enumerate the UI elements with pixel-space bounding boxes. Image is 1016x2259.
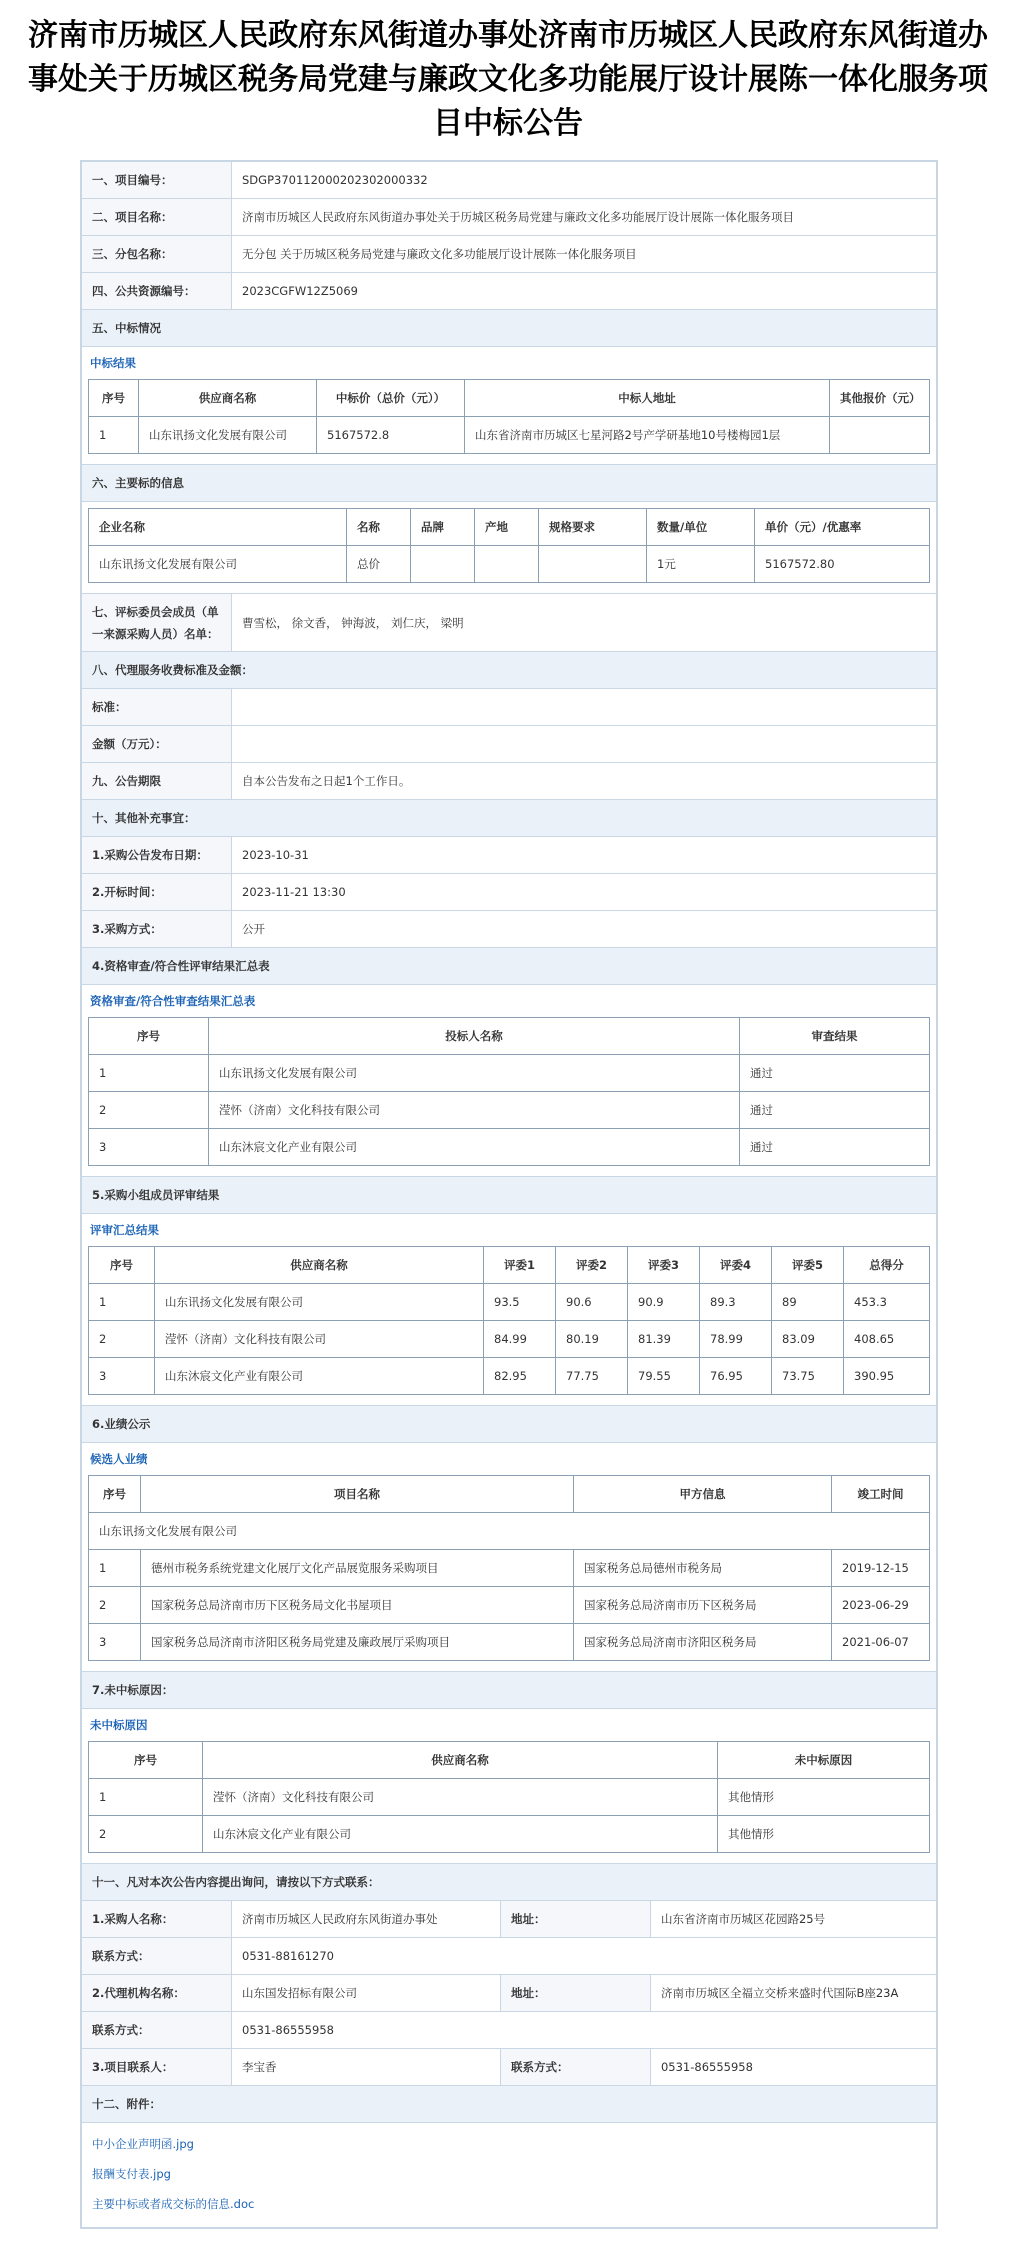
row-person <box>82 2049 937 2086</box>
row-items-table <box>82 502 937 594</box>
cell: 1 <box>89 417 139 454</box>
header-cell: 数量/单位 <box>647 509 755 546</box>
header-cell: 单价（元）/优惠率 <box>755 509 930 546</box>
table-header <box>89 1742 930 1779</box>
cell: 83.09 <box>772 1321 844 1358</box>
cell: 84.99 <box>484 1321 556 1358</box>
cell: 3 <box>89 1358 155 1395</box>
table-row <box>89 1550 930 1587</box>
header-cell: 评委2 <box>556 1247 628 1284</box>
contact-section-label: 十一、凡对本次公告内容提出询问，请按以下方式联系： <box>82 1864 937 1901</box>
project-name-value: 济南市历城区人民政府东风街道办事处关于历城区税务局党建与廉政文化多功能展厅设计展陈一体化服务项目 <box>232 199 937 236</box>
header-cell: 项目名称 <box>141 1476 574 1513</box>
cell: 国家税务总局济南市济阳区税务局党建及廉政展厅采购项目 <box>141 1624 574 1661</box>
cell: 2019-12-15 <box>832 1550 930 1587</box>
open-time-label: 2.开标时间： <box>82 874 232 911</box>
method-label: 3.采购方式： <box>82 911 232 948</box>
buyer-contact-label: 联系方式： <box>82 1938 232 1975</box>
publish-date-value: 2023-10-31 <box>232 837 937 874</box>
method-value: 公开 <box>232 911 937 948</box>
cell: 1 <box>89 1055 209 1092</box>
attachment-link[interactable]: 主要中标或者成交标的信息.doc <box>92 2197 255 2211</box>
cell: 其他情形 <box>718 1816 930 1853</box>
header-cell: 评委1 <box>484 1247 556 1284</box>
cell: 德州市税务系统党建文化展厅文化产品展览服务采购项目 <box>141 1550 574 1587</box>
cell: 滢怀（济南）文化科技有限公司 <box>203 1779 718 1816</box>
table-row <box>89 1092 930 1129</box>
person-label: 3.项目联系人： <box>82 2049 232 2086</box>
header-cell: 甲方信息 <box>574 1476 832 1513</box>
cell: 93.5 <box>484 1284 556 1321</box>
buyer-address-label: 地址： <box>500 1901 650 1938</box>
open-time-value: 2023-11-21 13:30 <box>232 874 937 911</box>
header-cell: 品牌 <box>411 509 475 546</box>
row-project-name <box>82 199 937 236</box>
cell <box>830 417 930 454</box>
cell: 国家税务总局济南市历下区税务局 <box>574 1587 832 1624</box>
table-header <box>89 1018 930 1055</box>
table-row <box>89 1284 930 1321</box>
resource-number-label: 四、公共资源编号： <box>82 273 232 310</box>
section-fees <box>82 652 937 689</box>
buyer-value: 济南市历城区人民政府东风街道办事处 <box>232 1901 501 1938</box>
header-cell: 供应商名称 <box>203 1742 718 1779</box>
header-cell: 产地 <box>475 509 539 546</box>
header-cell: 竣工时间 <box>832 1476 930 1513</box>
agent-address-label: 地址： <box>500 1975 650 2012</box>
header-cell: 投标人名称 <box>209 1018 740 1055</box>
unsuccessful-subtitle: 未中标原因 <box>90 1718 148 1732</box>
row-review-table <box>82 1214 937 1406</box>
section-items <box>82 465 937 502</box>
section-other <box>82 800 937 837</box>
header-cell: 评委5 <box>772 1247 844 1284</box>
main-table <box>81 161 937 2228</box>
cell: 77.75 <box>556 1358 628 1395</box>
person-contact-label: 联系方式： <box>500 2049 650 2086</box>
header-cell: 序号 <box>89 1247 155 1284</box>
cell: 山东讯扬文化发展有限公司 <box>89 546 347 583</box>
person-value: 李宝香 <box>232 2049 501 2086</box>
notice-period-value: 自本公告发布之日起1个工作日。 <box>232 763 937 800</box>
table-row <box>89 546 930 583</box>
row-publish-date <box>82 837 937 874</box>
fee-standard-value <box>232 689 937 726</box>
cell: 90.9 <box>628 1284 700 1321</box>
cell: 2 <box>89 1587 141 1624</box>
cell: 国家税务总局济南市济阳区税务局 <box>574 1624 832 1661</box>
row-attachments <box>82 2123 937 2228</box>
review-table <box>88 1246 930 1395</box>
row-project-number <box>82 162 937 199</box>
package-name-value: 无分包 关于历城区税务局党建与廉政文化多功能展厅设计展陈一体化服务项目 <box>232 236 937 273</box>
table-row <box>89 1587 930 1624</box>
fee-standard-label: 标准： <box>82 689 232 726</box>
cell: 73.75 <box>772 1358 844 1395</box>
unsuccessful-table <box>88 1741 930 1853</box>
award-table <box>88 379 930 454</box>
agent-value: 山东国发招标有限公司 <box>232 1975 501 2012</box>
section-performance <box>82 1406 937 1443</box>
attachment-link[interactable]: 中小企业声明函.jpg <box>92 2137 194 2151</box>
award-subtitle: 中标结果 <box>90 356 136 370</box>
cell: 总价 <box>347 546 411 583</box>
cell: 滢怀（济南）文化科技有限公司 <box>155 1321 484 1358</box>
cell: 2 <box>89 1816 203 1853</box>
section-review <box>82 1177 937 1214</box>
cell: 滢怀（济南）文化科技有限公司 <box>209 1092 740 1129</box>
cell: 1 <box>89 1550 141 1587</box>
cell: 89.3 <box>700 1284 772 1321</box>
unsuccessful-section-label: 7.未中标原因： <box>82 1672 937 1709</box>
cell: 2021-06-07 <box>832 1624 930 1661</box>
buyer-contact-value: 0531-88161270 <box>232 1938 937 1975</box>
row-performance-table <box>82 1443 937 1672</box>
row-method <box>82 911 937 948</box>
cell: 1元 <box>647 546 755 583</box>
project-name-label: 二、项目名称： <box>82 199 232 236</box>
row-agent <box>82 1975 937 2012</box>
header-cell: 总得分 <box>844 1247 930 1284</box>
table-header <box>89 1476 930 1513</box>
fees-section-label: 八、代理服务收费标准及金额： <box>82 652 937 689</box>
cell: 81.39 <box>628 1321 700 1358</box>
row-unsuccessful-table <box>82 1709 937 1864</box>
table-header <box>89 1247 930 1284</box>
table-row <box>89 1816 930 1853</box>
cell: 山东讯扬文化发展有限公司 <box>155 1284 484 1321</box>
table-row <box>89 1358 930 1395</box>
review-section-label: 5.采购小组成员评审结果 <box>82 1177 937 1214</box>
notice-period-label: 九、公告期限 <box>82 763 232 800</box>
row-package-name <box>82 236 937 273</box>
buyer-label: 1.采购人名称： <box>82 1901 232 1938</box>
header-cell: 未中标原因 <box>718 1742 930 1779</box>
row-notice-period <box>82 763 937 800</box>
cell: 3 <box>89 1624 141 1661</box>
cell: 通过 <box>740 1092 930 1129</box>
cell: 国家税务总局济南市历下区税务局文化书屋项目 <box>141 1587 574 1624</box>
cell: 82.95 <box>484 1358 556 1395</box>
cell <box>411 546 475 583</box>
cell: 3 <box>89 1129 209 1166</box>
fee-amount-value <box>232 726 937 763</box>
cell: 1 <box>89 1284 155 1321</box>
header-cell: 规格要求 <box>539 509 647 546</box>
cell: 通过 <box>740 1055 930 1092</box>
cell: 山东省济南市历城区七星河路2号产学研基地10号楼梅园1层 <box>465 417 830 454</box>
cell <box>475 546 539 583</box>
table-row <box>89 417 930 454</box>
resource-number-value: 2023CGFW12Z5069 <box>232 273 937 310</box>
section-attachments <box>82 2086 937 2123</box>
other-section-label: 十、其他补充事宜： <box>82 800 937 837</box>
cell: 山东讯扬文化发展有限公司 <box>139 417 317 454</box>
attachments-section-label: 十二、附件： <box>82 2086 937 2123</box>
row-open-time <box>82 874 937 911</box>
agent-address-value: 济南市历城区全福立交桥来盛时代国际B座23A <box>650 1975 936 2012</box>
header-cell: 评委4 <box>700 1247 772 1284</box>
header-cell: 中标人地址 <box>465 380 830 417</box>
header-cell: 序号 <box>89 1742 203 1779</box>
header-cell: 其他报价（元） <box>830 380 930 417</box>
performance-section-label: 6.业绩公示 <box>82 1406 937 1443</box>
cell: 390.95 <box>844 1358 930 1395</box>
cell: 408.65 <box>844 1321 930 1358</box>
cell: 其他情形 <box>718 1779 930 1816</box>
cell: 山东沐宸文化产业有限公司 <box>203 1816 718 1853</box>
cell: 1 <box>89 1779 203 1816</box>
row-committee <box>82 594 937 652</box>
committee-label: 七、评标委员会成员（单一来源采购人员）名单： <box>82 594 232 652</box>
publish-date-label: 1.采购公告发布日期： <box>82 837 232 874</box>
review-subtitle: 评审汇总结果 <box>90 1223 159 1237</box>
cell: 80.19 <box>556 1321 628 1358</box>
table-row <box>89 1624 930 1661</box>
cell <box>539 546 647 583</box>
section-award <box>82 310 937 347</box>
table-row-company <box>89 1513 930 1550</box>
cell: 89 <box>772 1284 844 1321</box>
cell: 90.6 <box>556 1284 628 1321</box>
row-qualification-table <box>82 985 937 1177</box>
cell: 山东沐宸文化产业有限公司 <box>209 1129 740 1166</box>
performance-table <box>88 1475 930 1661</box>
table-row <box>89 1129 930 1166</box>
cell: 2 <box>89 1321 155 1358</box>
items-table <box>88 508 930 583</box>
section-qualification <box>82 948 937 985</box>
award-section-label: 五、中标情况 <box>82 310 937 347</box>
table-row <box>89 1321 930 1358</box>
cell: 2 <box>89 1092 209 1129</box>
cell: 76.95 <box>700 1358 772 1395</box>
project-number-value: SDGP370112000202302000332 <box>232 162 937 199</box>
performance-subtitle: 候选人业绩 <box>90 1452 148 1466</box>
agent-contact-value: 0531-86555958 <box>232 2012 937 2049</box>
row-resource-number <box>82 273 937 310</box>
section-contact <box>82 1864 937 1901</box>
cell: 453.3 <box>844 1284 930 1321</box>
table-header <box>89 509 930 546</box>
header-cell: 中标价（总价（元）） <box>317 380 465 417</box>
cell: 山东讯扬文化发展有限公司 <box>209 1055 740 1092</box>
cell: 国家税务总局德州市税务局 <box>574 1550 832 1587</box>
cell: 79.55 <box>628 1358 700 1395</box>
package-name-label: 三、分包名称： <box>82 236 232 273</box>
page-title: 济南市历城区人民政府东风街道办事处济南市历城区人民政府东风街道办事处关于历城区税务局党建与廉政文化多功能展厅设计展陈一体化服务项目中标公告 <box>28 18 988 141</box>
row-fee-amount <box>82 726 937 763</box>
attachment-link[interactable]: 报酬支付表.jpg <box>92 2167 171 2181</box>
table-row <box>89 1779 930 1816</box>
header-cell: 企业名称 <box>89 509 347 546</box>
row-award-table <box>82 347 937 465</box>
cell: 5167572.8 <box>317 417 465 454</box>
row-buyer <box>82 1901 937 1938</box>
header-cell: 审查结果 <box>740 1018 930 1055</box>
header-cell: 序号 <box>89 1476 141 1513</box>
row-buyer-contact <box>82 1938 937 1975</box>
cell: 2023-06-29 <box>832 1587 930 1624</box>
cell: 通过 <box>740 1129 930 1166</box>
committee-value: 曹雪松， 徐文香， 钟海波， 刘仁庆， 梁明 <box>232 594 937 652</box>
table-row <box>89 1055 930 1092</box>
buyer-address-value: 山东省济南市历城区花园路25号 <box>650 1901 936 1938</box>
qualification-subtitle: 资格审查/符合性审查结果汇总表 <box>90 994 256 1008</box>
section-unsuccessful <box>82 1672 937 1709</box>
cell: 78.99 <box>700 1321 772 1358</box>
fee-amount-label: 金额（万元）： <box>82 726 232 763</box>
row-fee-standard <box>82 689 937 726</box>
cell: 山东讯扬文化发展有限公司 <box>89 1513 930 1550</box>
person-contact-value: 0531-86555958 <box>650 2049 936 2086</box>
header-cell: 序号 <box>89 1018 209 1055</box>
header-cell: 序号 <box>89 380 139 417</box>
items-section-label: 六、主要标的信息 <box>82 465 937 502</box>
header-cell: 名称 <box>347 509 411 546</box>
agent-label: 2.代理机构名称： <box>82 1975 232 2012</box>
cell: 5167572.80 <box>755 546 930 583</box>
qualification-table <box>88 1017 930 1166</box>
announcement-body <box>80 160 938 2229</box>
header-cell: 评委3 <box>628 1247 700 1284</box>
qualification-section-label: 4.资格审查/符合性评审结果汇总表 <box>82 948 937 985</box>
header-cell: 供应商名称 <box>139 380 317 417</box>
row-agent-contact <box>82 2012 937 2049</box>
cell: 山东沐宸文化产业有限公司 <box>155 1358 484 1395</box>
table-header <box>89 380 930 417</box>
project-number-label: 一、项目编号： <box>82 162 232 199</box>
agent-contact-label: 联系方式： <box>82 2012 232 2049</box>
header-cell: 供应商名称 <box>155 1247 484 1284</box>
